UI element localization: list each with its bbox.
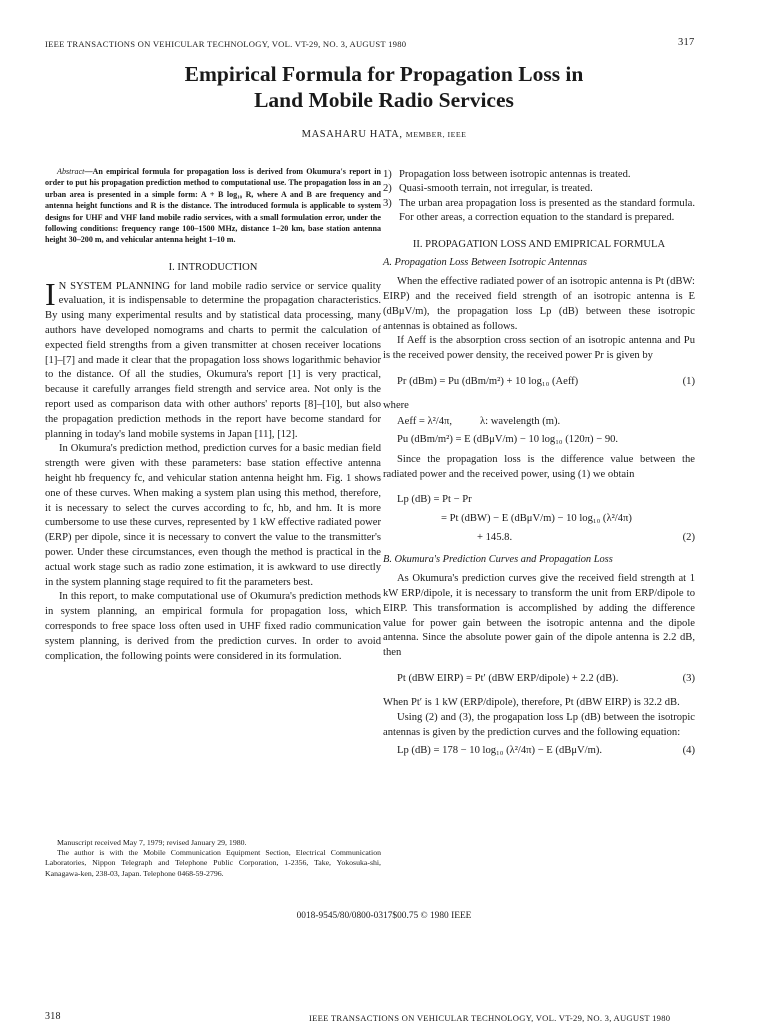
equation-3-body: Pt (dBW EIRP) = Pt′ (dBW ERP/dipole) + 2.2 (dB). [397, 672, 619, 684]
equation-2-line-1 [383, 492, 695, 507]
list-item [383, 182, 695, 196]
intro-paragraph-3: In this report, to make computational use of Okumura's prediction methods in system planning, an empirical formula for propagation loss, which corresponds to free space loss often used in UHF fixed radio communication system planning, is derived from the prediction curves. In order to avoid complication, the following points were considered in its formulation. [45, 591, 381, 662]
equation-4-number: (4) [682, 745, 695, 757]
list-item [383, 168, 695, 182]
equation-2-line-1-body: Lp (dB) = Pt − Pr [397, 494, 472, 506]
right-column [383, 168, 695, 758]
equation-3-number: (3) [682, 672, 695, 684]
section-2-heading: II. PROPAGATION LOSS AND EMIPRICAL FORMULA [412, 238, 666, 250]
where-pu [383, 432, 695, 447]
equation-2-line-3 [383, 530, 695, 545]
list-item-text: Propagation loss between isotropic antennas is treated. [399, 169, 631, 180]
intro-paragraph-2: In Okumura's prediction method, prediction curves for a basic median field strength were given with these parameters: base station effective antenna height hb frequency fc, and vehicular station antenna height hm. Fig. 1 shows one of these curves. When making a system plan using this method, therefore, it is necessary to select the curves according to fc, hb, and hm. It is more cumbersome to use these curves, represented by 1 kW effective radiated power (ERP) per dipole, since it is necessary to convert the value to the transmitter's power. Under these circumstances, even though the method is practical in the actual work stage such as radio zone estimation, it is awkward to use directly in the system planning stage required to fit the parameters best. [45, 443, 381, 588]
where-aeff: Aeff = λ²/4π, [397, 415, 453, 427]
abstract-text: —An empirical formula for propagation loss is derived from Okumura's report in order to put his propagation prediction method to computational use. The propagation loss in an urban area is presented in a simple form: A + B log₁₀ R, where A and B are frequency and antenna height functions and R is the distance. The introduced formula is applicable to system designs for UHF and VHF land mobile radio services, with a small formulation error, under the following conditions: frequency range 100–1500 MHz, distance 1–20 km, base station antenna height 30–200 m, and vehicular antenna height 1–10 m. [45, 167, 381, 245]
abstract [45, 166, 381, 246]
next-page-number: 318 [45, 1011, 61, 1022]
section-b-paragraph-3: Using (2) and (3), the progapation loss Lp (dB) between the isotropic antennas is given by the prediction curves and the following equation: [383, 711, 695, 738]
intro-paragraph-1-text: N SYSTEM PLANNING for land mobile radio service or service quality evaluation, it is indispensable to determine the propagation characteristics. By using many experimental results and by statistical data processing, many authors have developed nomograms and charts to permit the calculation of expected field strengths from a given transmitter at chosen receiver locations [1]–[7] and made it clear that the propagation loss shows logarithmic behavior to the distance. Of all the studies, Okumura's report [1] is very practical, because it carefully arranges field strength and service area. Not only is the report used as comparison data with other authors' reports [8]–[10], but also the propagation prediction methods in the report have become standard for planning in today's land mobile systems in Japan [11], [12]. [45, 280, 381, 440]
section-b-paragraph-2: When Pt′ is 1 kW (ERP/dipole), therefore, Pt (dBW EIRP) is 32.2 dB. [383, 696, 680, 708]
where-label: where [383, 400, 409, 411]
list-item [383, 197, 695, 226]
list-item-number: 1) [383, 169, 392, 180]
paper-title [0, 61, 768, 113]
abstract-label: Abstract [57, 167, 85, 176]
author-membership: MEMBER, IEEE [405, 130, 467, 139]
dropcap: I [45, 275, 56, 312]
list-item-number: 3) [383, 197, 392, 209]
footnote-affiliation: The author is with the Mobile Communication Equipment Section, Electrical Communication Laboratories, Nippon Telegraph and Telephone Public Corporation, 1-2356, Take, Yokosuka-shi, Kanagawa-ken, 238-03, Japan. Telephone 0468-59-2796. [45, 848, 381, 878]
equation-4 [383, 743, 695, 758]
list-item-number: 2) [383, 183, 392, 195]
page-number: 317 [678, 37, 695, 48]
equation-3 [383, 671, 695, 686]
where-definitions [383, 414, 695, 429]
consideration-list [383, 168, 695, 226]
where-lambda: λ: wavelength (m). [480, 415, 561, 427]
list-item-text: The urban area propagation loss is presented as the standard formula. For other areas, a correction equation to the standard is prepared. [399, 197, 695, 224]
equation-2 [383, 492, 695, 545]
intro-paragraph-1 [45, 275, 381, 443]
running-head-journal: IEEE TRANSACTIONS ON VEHICULAR TECHNOLOGY, VOL. VT-29, NO. 3, AUGUST 1980 [45, 39, 407, 49]
section-a-paragraph-2: If Aeff is the absorption cross section of an isotropic antenna and Pu is the received power density, the received power Pr is given by [383, 335, 695, 362]
next-page-journal: IEEE TRANSACTIONS ON VEHICULAR TECHNOLOGY, VOL. VT-29, NO. 3, AUGUST 1980 [309, 1013, 671, 1023]
equation-2-line-3-body: + 145.8. [477, 532, 513, 544]
equation-1-body: Pr (dBm) = Pu (dBm/m²) + 10 log₁₀ (Aeff) [397, 376, 579, 387]
list-item-text: Quasi-smooth terrain, not irregular, is treated. [399, 183, 593, 195]
equation-4-body: Lp (dB) = 178 − 10 log₁₀ (λ²/4π) − E (dBμV/m). [397, 745, 603, 757]
title-line-1: Empirical Formula for Propagation Loss in [184, 62, 584, 86]
subsection-a-heading: A. Propagation Loss Between Isotropic Antennas [383, 257, 587, 269]
subsection-b-heading: B. Okumura's Prediction Curves and Propagation Loss [383, 554, 613, 566]
footnote-received: Manuscript received May 7, 1979; revised January 29, 1980. [57, 838, 247, 847]
author-name: MASAHARU HATA, [301, 129, 403, 140]
equation-2-line-2 [383, 511, 695, 526]
intro-heading: I. INTRODUCTION [168, 261, 258, 273]
equation-1-number: (1) [682, 376, 695, 387]
equation-1 [383, 374, 695, 389]
where-pu-body: Pu (dBm/m²) = E (dBμV/m) − 10 log₁₀ (120π) − 90. [397, 433, 619, 445]
section-a-paragraph-1: When the effective radiated power of an isotropic antenna is Pt (dBW: EIRP) and the received field strength of an isotropic antenna is E (dBμV/m), the propagation loss Lp (dB) between these isotropic antennas is obtained as follows. [383, 276, 695, 332]
copyright-line: 0018-9545/80/0800-0317$00.75 © 1980 IEEE [296, 911, 472, 921]
footnote [45, 838, 381, 879]
author-line [0, 129, 768, 140]
title-line-2: Land Mobile Radio Services [254, 88, 514, 112]
section-b-paragraph-1: As Okumura's prediction curves give the received field strength at 1 kW ERP/dipole, it is necessary to transform the unit from ERP/dipole to EIRP. This transformation is accomplished by adding the difference value for power gain between the isotropic antenna and the dipole antenna. Since the absolute power gain of the dipole antenna is 2.2 dB, then [383, 573, 695, 659]
equation-2-number: (2) [682, 532, 695, 544]
equation-2-line-2-body: = Pt (dBW) − E (dBμV/m) − 10 log₁₀ (λ²/4π) [441, 513, 632, 525]
section-a-paragraph-3: Since the propagation loss is the difference value between the radiated power and the received power, using (1) we obtain [383, 453, 695, 480]
left-column [45, 166, 381, 664]
